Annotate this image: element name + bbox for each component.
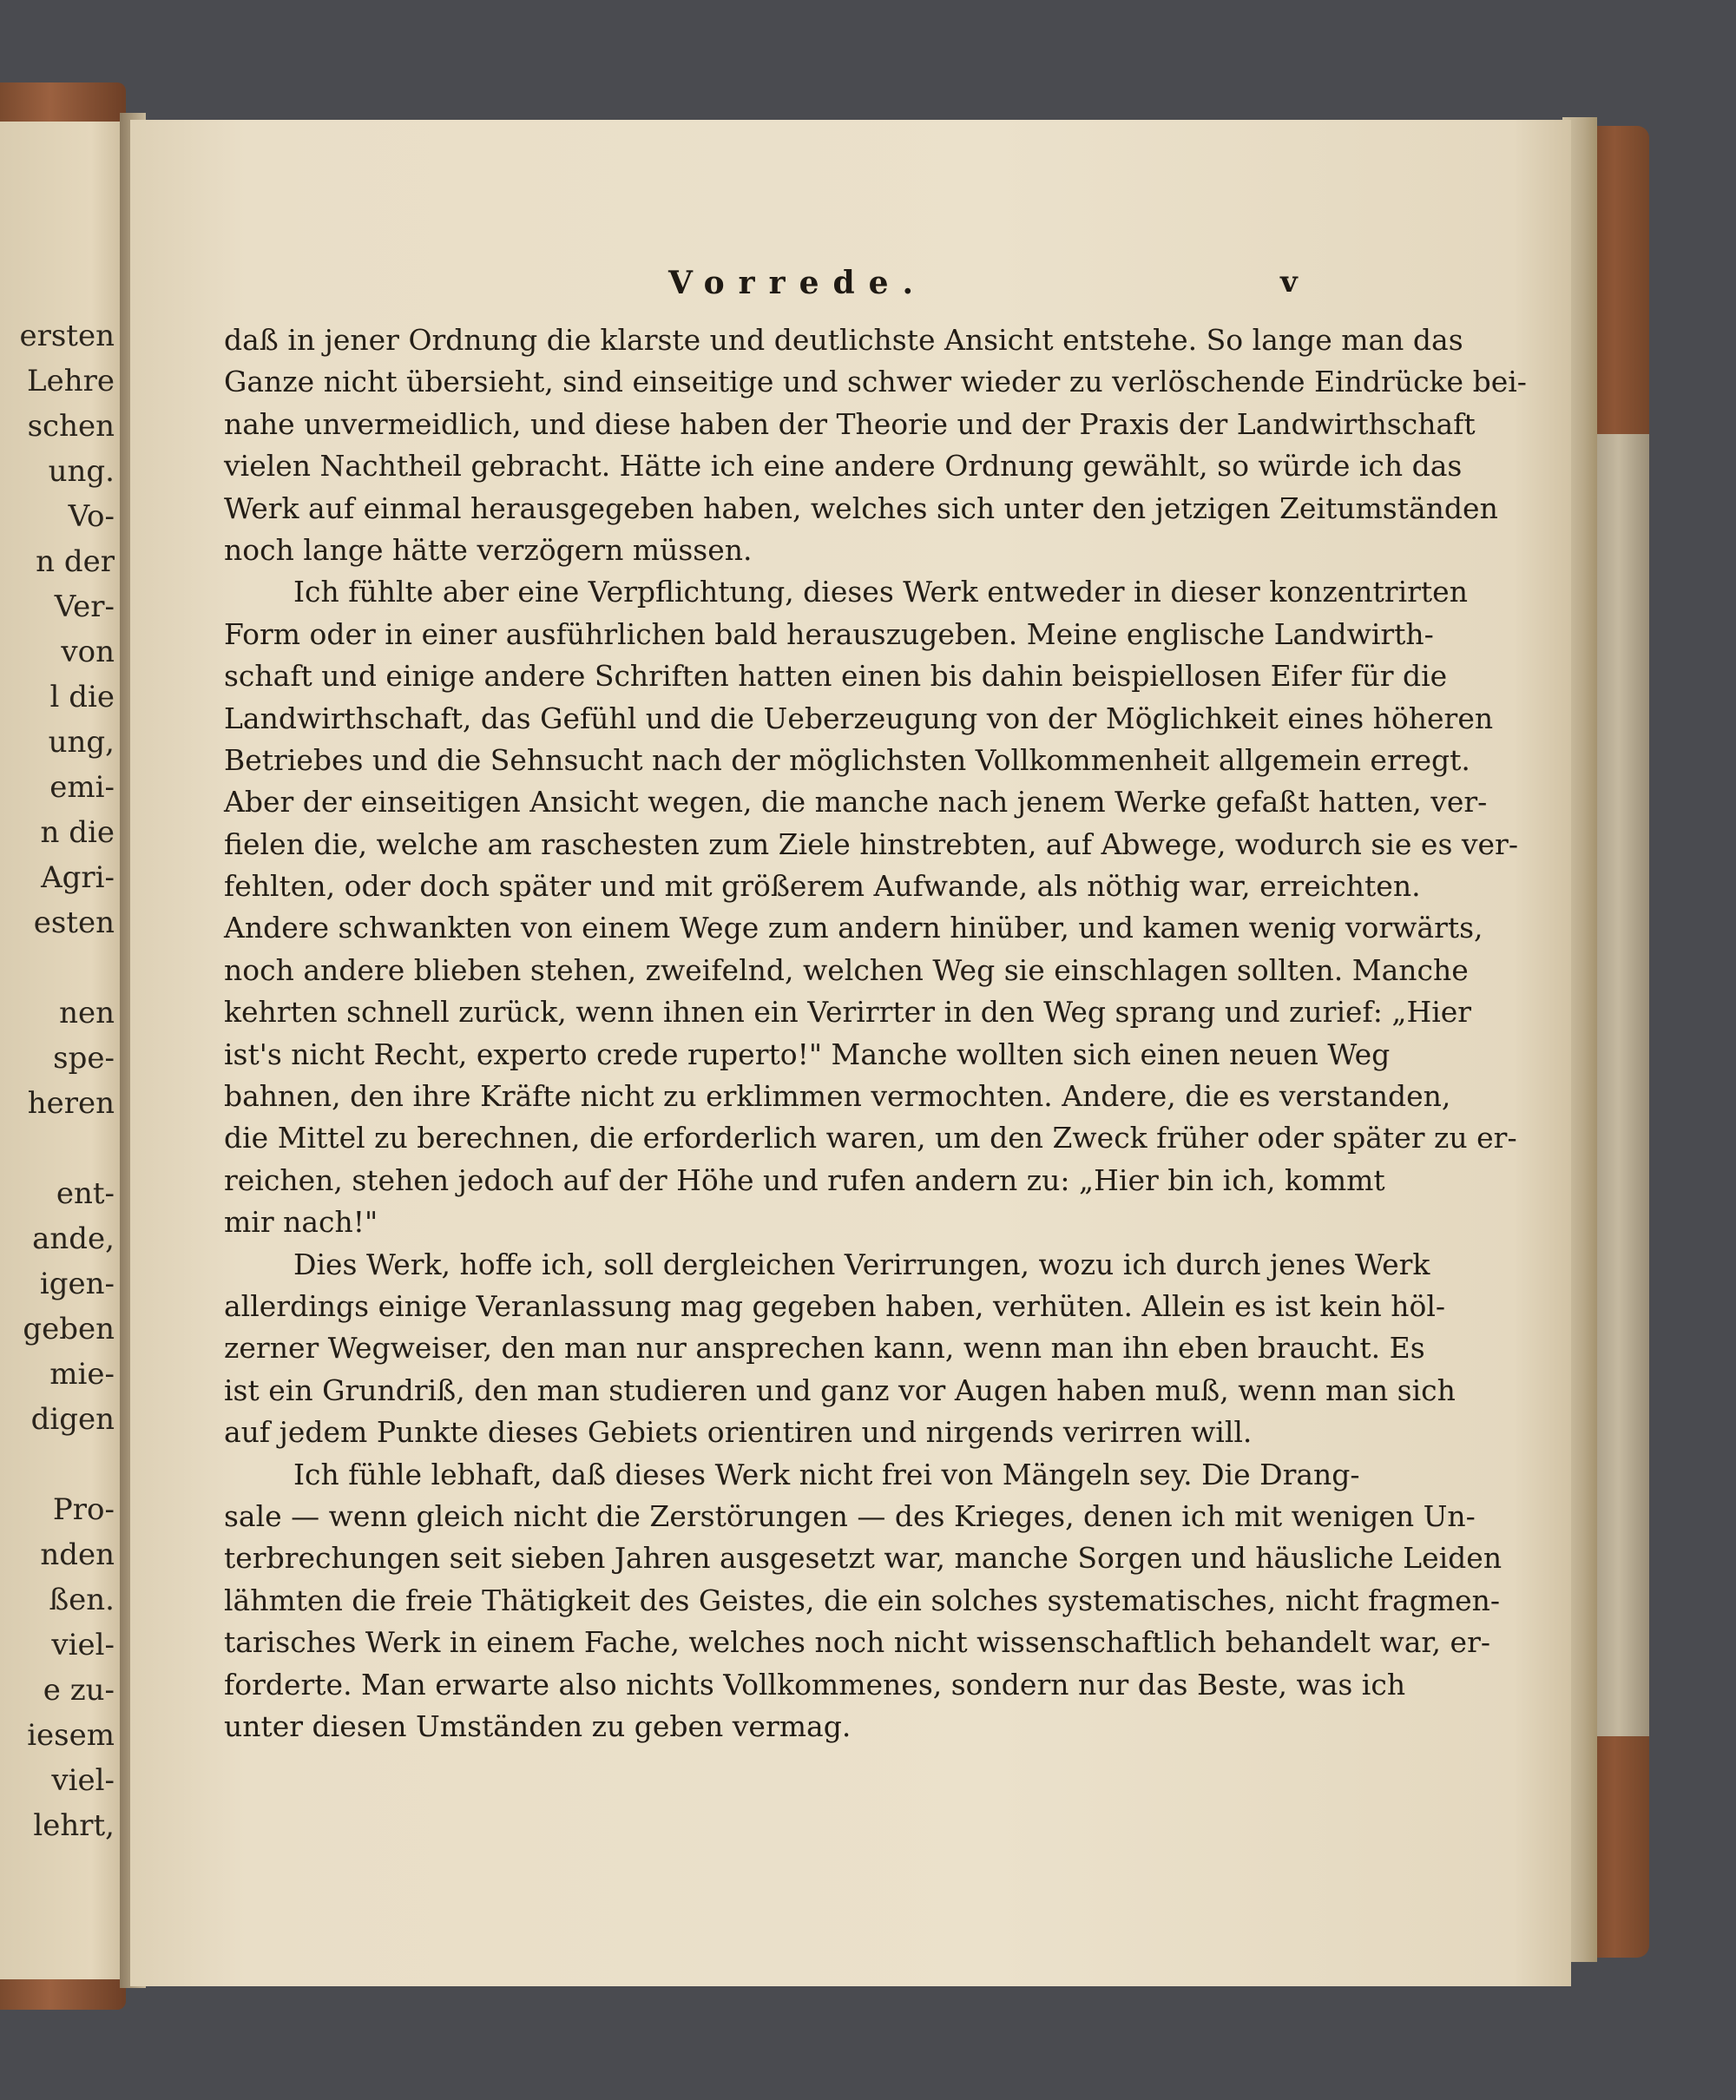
left-page-fragment: Ver- [54, 589, 115, 624]
text-line: zerner Wegweiser, den man nur ansprechen kann, wenn man ihn eben braucht. Es [224, 1331, 1425, 1366]
left-page-fragment: esten [33, 905, 115, 940]
text-line: Ich fühle lebhaft, daß dieses Werk nicht frei von Mängeln sey. Die Drang- [293, 1457, 1360, 1491]
text-line: ist ein Grundriß, den man studieren und ganz vor Augen haben muß, wenn man sich [224, 1373, 1456, 1407]
text-line: allerdings einige Veranlassung mag gegeben haben, verhüten. Allein es ist kein höl- [224, 1288, 1446, 1323]
left-page-fragment: Vo- [68, 499, 115, 534]
text-line: lähmten die freie Thätigkeit des Geistes, die ein solches systematisches, nicht fragmen- [224, 1583, 1501, 1617]
left-page [0, 122, 130, 1979]
left-page-fragment: ande, [32, 1221, 115, 1256]
text-line: ist's nicht Recht, experto crede ruperto!" Manche wollten sich einen neuen Weg [224, 1037, 1391, 1071]
running-title: Vorrede. [668, 265, 928, 301]
text-line: bahnen, den ihre Kräfte nicht zu erklimmen vermochten. Andere, die es verstanden, [224, 1079, 1451, 1114]
left-page-fragment: digen [30, 1402, 115, 1437]
left-page-fragment: ersten [19, 319, 115, 353]
left-page-fragment: viel- [51, 1628, 115, 1662]
text-line: tarisches Werk in einem Fache, welches noch nicht wissenschaftlich behandelt war, er- [224, 1625, 1490, 1660]
text-line: nahe unvermeidlich, und diese haben der Theorie und der Praxis der Landwirthschaft [224, 406, 1476, 441]
left-page-fragment: nden [40, 1537, 115, 1572]
text-line: Dies Werk, hoffe ich, soll dergleichen Verirrungen, wozu ich durch jenes Werk [293, 1247, 1430, 1281]
left-page-fragment: lehrt, [33, 1808, 115, 1843]
left-page-fragment: n die [40, 815, 115, 850]
left-page-fragment: n der [36, 544, 115, 579]
left-page-fragment: emi- [49, 770, 115, 805]
left-page-fragment: mie- [49, 1357, 115, 1392]
left-page-fragment: Lehre [27, 364, 115, 398]
text-line: noch lange hätte verzögern müssen. [224, 532, 753, 567]
text-line: Ganze nicht übersieht, sind einseitige und schwer wieder zu verlöschende Eindrücke bei- [224, 365, 1527, 399]
text-line: Ich fühlte aber eine Verpflichtung, dieses Werk entweder in dieser konzentrirten [293, 575, 1468, 609]
text-line: schaft und einige andere Schriften hatten einen bis dahin beispiellosen Eifer für die [224, 659, 1448, 694]
left-page-fragment: viel- [51, 1763, 115, 1798]
left-page-fragment: geben [23, 1312, 115, 1346]
left-page-fragment: nen [59, 996, 115, 1030]
text-line: fehlten, oder doch später und mit größerem Aufwande, als nöthig war, erreichten. [224, 869, 1421, 904]
text-line: unter diesen Umständen zu geben vermag. [224, 1708, 852, 1743]
text-line: vielen Nachtheil gebracht. Hätte ich eine andere Ordnung gewählt, so würde ich das [224, 449, 1463, 484]
text-line: forderte. Man erwarte also nichts Vollkommenes, sondern nur das Beste, was ich [224, 1667, 1406, 1702]
left-page-fragment: ent- [56, 1176, 115, 1211]
text-line: sale — wenn gleich nicht die Zerstörungen — des Krieges, denen ich mit wenigen Un- [224, 1498, 1476, 1533]
left-page-fragment: igen- [39, 1267, 115, 1301]
text-line: Werk auf einmal herausgegeben haben, welches sich unter den jetzigen Zeitumständen [224, 490, 1498, 525]
left-page-fragment: Agri- [41, 860, 115, 895]
text-line: Betriebes und die Sehnsucht nach der möglichsten Vollkommenheit allgemein erregt. [224, 742, 1470, 777]
text-line: kehrten schnell zurück, wenn ihnen ein Verirrter in den Weg sprang und zurief: „Hier [224, 995, 1472, 1030]
text-line: noch andere blieben stehen, zweifelnd, welchen Weg sie einschlagen sollten. Manche [224, 952, 1469, 987]
left-page-fragment: iesem [27, 1718, 115, 1753]
left-page-fragment: ung, [48, 725, 115, 760]
text-line: Andere schwankten von einem Wege zum andern hinüber, und kamen wenig vorwärts, [224, 911, 1483, 945]
text-line: Form oder in einer ausführlichen bald herauszugeben. Meine englische Landwirth- [224, 616, 1434, 651]
left-page-fragment: Pro- [52, 1492, 115, 1527]
text-line: auf jedem Punkte dieses Gebiets orientiren und nirgends verirren will. [224, 1415, 1253, 1450]
text-line: daß in jener Ordnung die klarste und deutlichste Ansicht entstehe. So lange man das [224, 323, 1463, 357]
left-page-fragment: e zu- [43, 1673, 115, 1708]
left-page-fragment: ßen. [49, 1583, 115, 1617]
text-line: fielen die, welche am raschesten zum Ziele hinstrebten, auf Abwege, wodurch sie es ver- [224, 826, 1518, 861]
text-line: Landwirthschaft, das Gefühl und die Ueberzeugung von der Möglichkeit eines höheren [224, 701, 1494, 735]
text-line: terbrechungen seit sieben Jahren ausgesetzt war, manche Sorgen und häusliche Leiden [224, 1541, 1503, 1576]
text-line: die Mittel zu berechnen, die erforderlich waren, um den Zweck früher oder später zu er- [224, 1121, 1517, 1155]
left-page-fragment: ung. [48, 454, 115, 489]
text-line: Aber der einseitigen Ansicht wegen, die manche nach jenem Werke gefaßt hatten, ver- [224, 785, 1488, 820]
body-text [224, 319, 1527, 1748]
left-page-fragment: l die [49, 680, 115, 714]
left-page-fragment: heren [27, 1086, 115, 1121]
left-page-fragment: schen [27, 409, 115, 444]
page-number: v [1280, 265, 1298, 300]
page-edge-stack [1588, 434, 1649, 1736]
text-line: reichen, stehen jedoch auf der Höhe und rufen andern zu: „Hier bin ich, kommt [224, 1162, 1385, 1197]
left-page-fragment: spe- [53, 1041, 115, 1076]
text-line: mir nach!" [224, 1205, 378, 1240]
left-page-fragment: von [61, 635, 115, 669]
